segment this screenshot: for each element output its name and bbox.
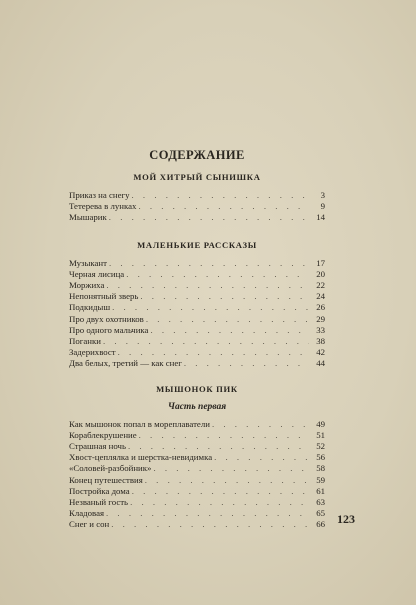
toc-entry [69, 497, 325, 508]
dot-leader [128, 441, 309, 452]
dot-leader [139, 430, 309, 441]
section-my-clever-son [69, 172, 325, 224]
toc-entry [69, 291, 325, 302]
toc-entry [69, 347, 325, 358]
section-title: МАЛЕНЬКИЕ РАССКАЗЫ [137, 239, 257, 250]
toc-entry [69, 314, 325, 325]
entry-title: «Соловей-разбойник» [69, 463, 152, 474]
toc-entry [69, 190, 325, 201]
entry-title: Непонятный зверь [69, 291, 139, 302]
entry-page: 24 [316, 291, 325, 302]
dot-leader [112, 302, 309, 313]
entry-page: 51 [316, 429, 325, 440]
dot-leader [109, 212, 309, 223]
dot-leader [138, 201, 309, 212]
entry-title: Про одного мальчика [69, 324, 149, 335]
dot-leader [150, 325, 309, 336]
toc-entry [69, 336, 325, 347]
entry-page: 65 [316, 508, 325, 519]
contents-heading: СОДЕРЖАНИЕ [149, 148, 245, 162]
entry-title: Подкидыш [69, 302, 111, 313]
toc-entry [69, 430, 325, 441]
toc-entry [69, 508, 325, 519]
toc-entry [69, 486, 325, 497]
entry-page: 20 [316, 268, 325, 279]
entry-page: 26 [316, 302, 325, 313]
toc-entry [69, 463, 325, 474]
toc-entry [69, 269, 325, 280]
entry-title: Черная лисица [69, 268, 125, 279]
toc-entry [69, 441, 325, 452]
dot-leader [118, 347, 309, 358]
entry-title: Моржиха [69, 280, 105, 291]
entry-page: 56 [316, 452, 325, 463]
entry-title: Конец путешествия [69, 474, 143, 485]
dot-leader [212, 419, 309, 430]
entry-page: 58 [316, 463, 325, 474]
toc-entry [69, 258, 325, 269]
entry-page: 44 [316, 358, 325, 369]
section-mouse-pik [69, 384, 325, 531]
entry-title: Как мышонок попал в мореплаватели [69, 418, 210, 429]
entry-title: Снег и сон [69, 519, 110, 530]
entry-page: 22 [316, 280, 325, 291]
dot-leader [126, 269, 309, 280]
dot-leader [103, 336, 309, 347]
toc-entry [69, 519, 325, 530]
entry-title: Про двух охотников [69, 313, 144, 324]
dot-leader [145, 475, 309, 486]
page-number: 123 [337, 512, 355, 526]
entry-title: Незваный гость [69, 497, 129, 508]
entry-page: 29 [316, 313, 325, 324]
entry-page: 17 [316, 257, 325, 268]
entry-title: Два белых, третий — как снег [69, 358, 182, 369]
entry-page: 49 [316, 418, 325, 429]
table-of-contents [69, 148, 325, 545]
entry-title: Задерихвост [69, 347, 116, 358]
entry-title: Тетерева в лунках [69, 201, 137, 212]
entry-page: 38 [316, 336, 325, 347]
toc-entry [69, 475, 325, 486]
entry-title: Поганки [69, 336, 101, 347]
toc-entry [69, 325, 325, 336]
section-title: МОЙ ХИТРЫЙ СЫНИШКА [133, 172, 261, 182]
part-subtitle: Часть первая [167, 401, 227, 412]
section-small-stories [69, 240, 325, 370]
entry-page: 52 [316, 441, 325, 452]
toc-entry [69, 280, 325, 291]
dot-leader [146, 314, 309, 325]
entry-page: 9 [320, 201, 325, 212]
entry-title: Мышарик [69, 212, 107, 223]
section-title: МЫШОНОК ПИК [156, 383, 238, 394]
entry-page: 59 [316, 474, 325, 485]
toc-entry [69, 212, 325, 223]
entry-title: Страшная ночь [69, 441, 126, 452]
entry-title: Хвост-цеплялка и шерстка-невидимка [69, 452, 213, 463]
dot-leader [132, 190, 309, 201]
entry-title: Музыкант [69, 257, 107, 268]
toc-entry [69, 419, 325, 430]
dot-leader [140, 291, 309, 302]
entry-title: Постройка дома [69, 485, 130, 496]
dot-leader [153, 463, 309, 474]
toc-entry [69, 358, 325, 369]
dot-leader [106, 280, 309, 291]
entry-page: 14 [316, 212, 325, 223]
dot-leader [184, 358, 309, 369]
entry-page: 66 [316, 519, 325, 530]
entry-page: 33 [316, 324, 325, 335]
toc-entry [69, 452, 325, 463]
entry-page: 42 [316, 347, 325, 358]
entry-page: 3 [320, 190, 325, 200]
entry-page: 61 [316, 485, 325, 496]
toc-entry [69, 201, 325, 212]
entry-page: 63 [316, 497, 325, 508]
entry-title: Приказ на снегу [69, 190, 130, 200]
entry-title: Кладовая [69, 508, 105, 519]
toc-entry [69, 302, 325, 313]
dot-leader [132, 486, 309, 497]
dot-leader [130, 497, 309, 508]
dot-leader [111, 519, 309, 530]
dot-leader [109, 258, 309, 269]
dot-leader [214, 452, 309, 463]
entry-title: Кораблекрушение [69, 429, 137, 440]
dot-leader [106, 508, 309, 519]
